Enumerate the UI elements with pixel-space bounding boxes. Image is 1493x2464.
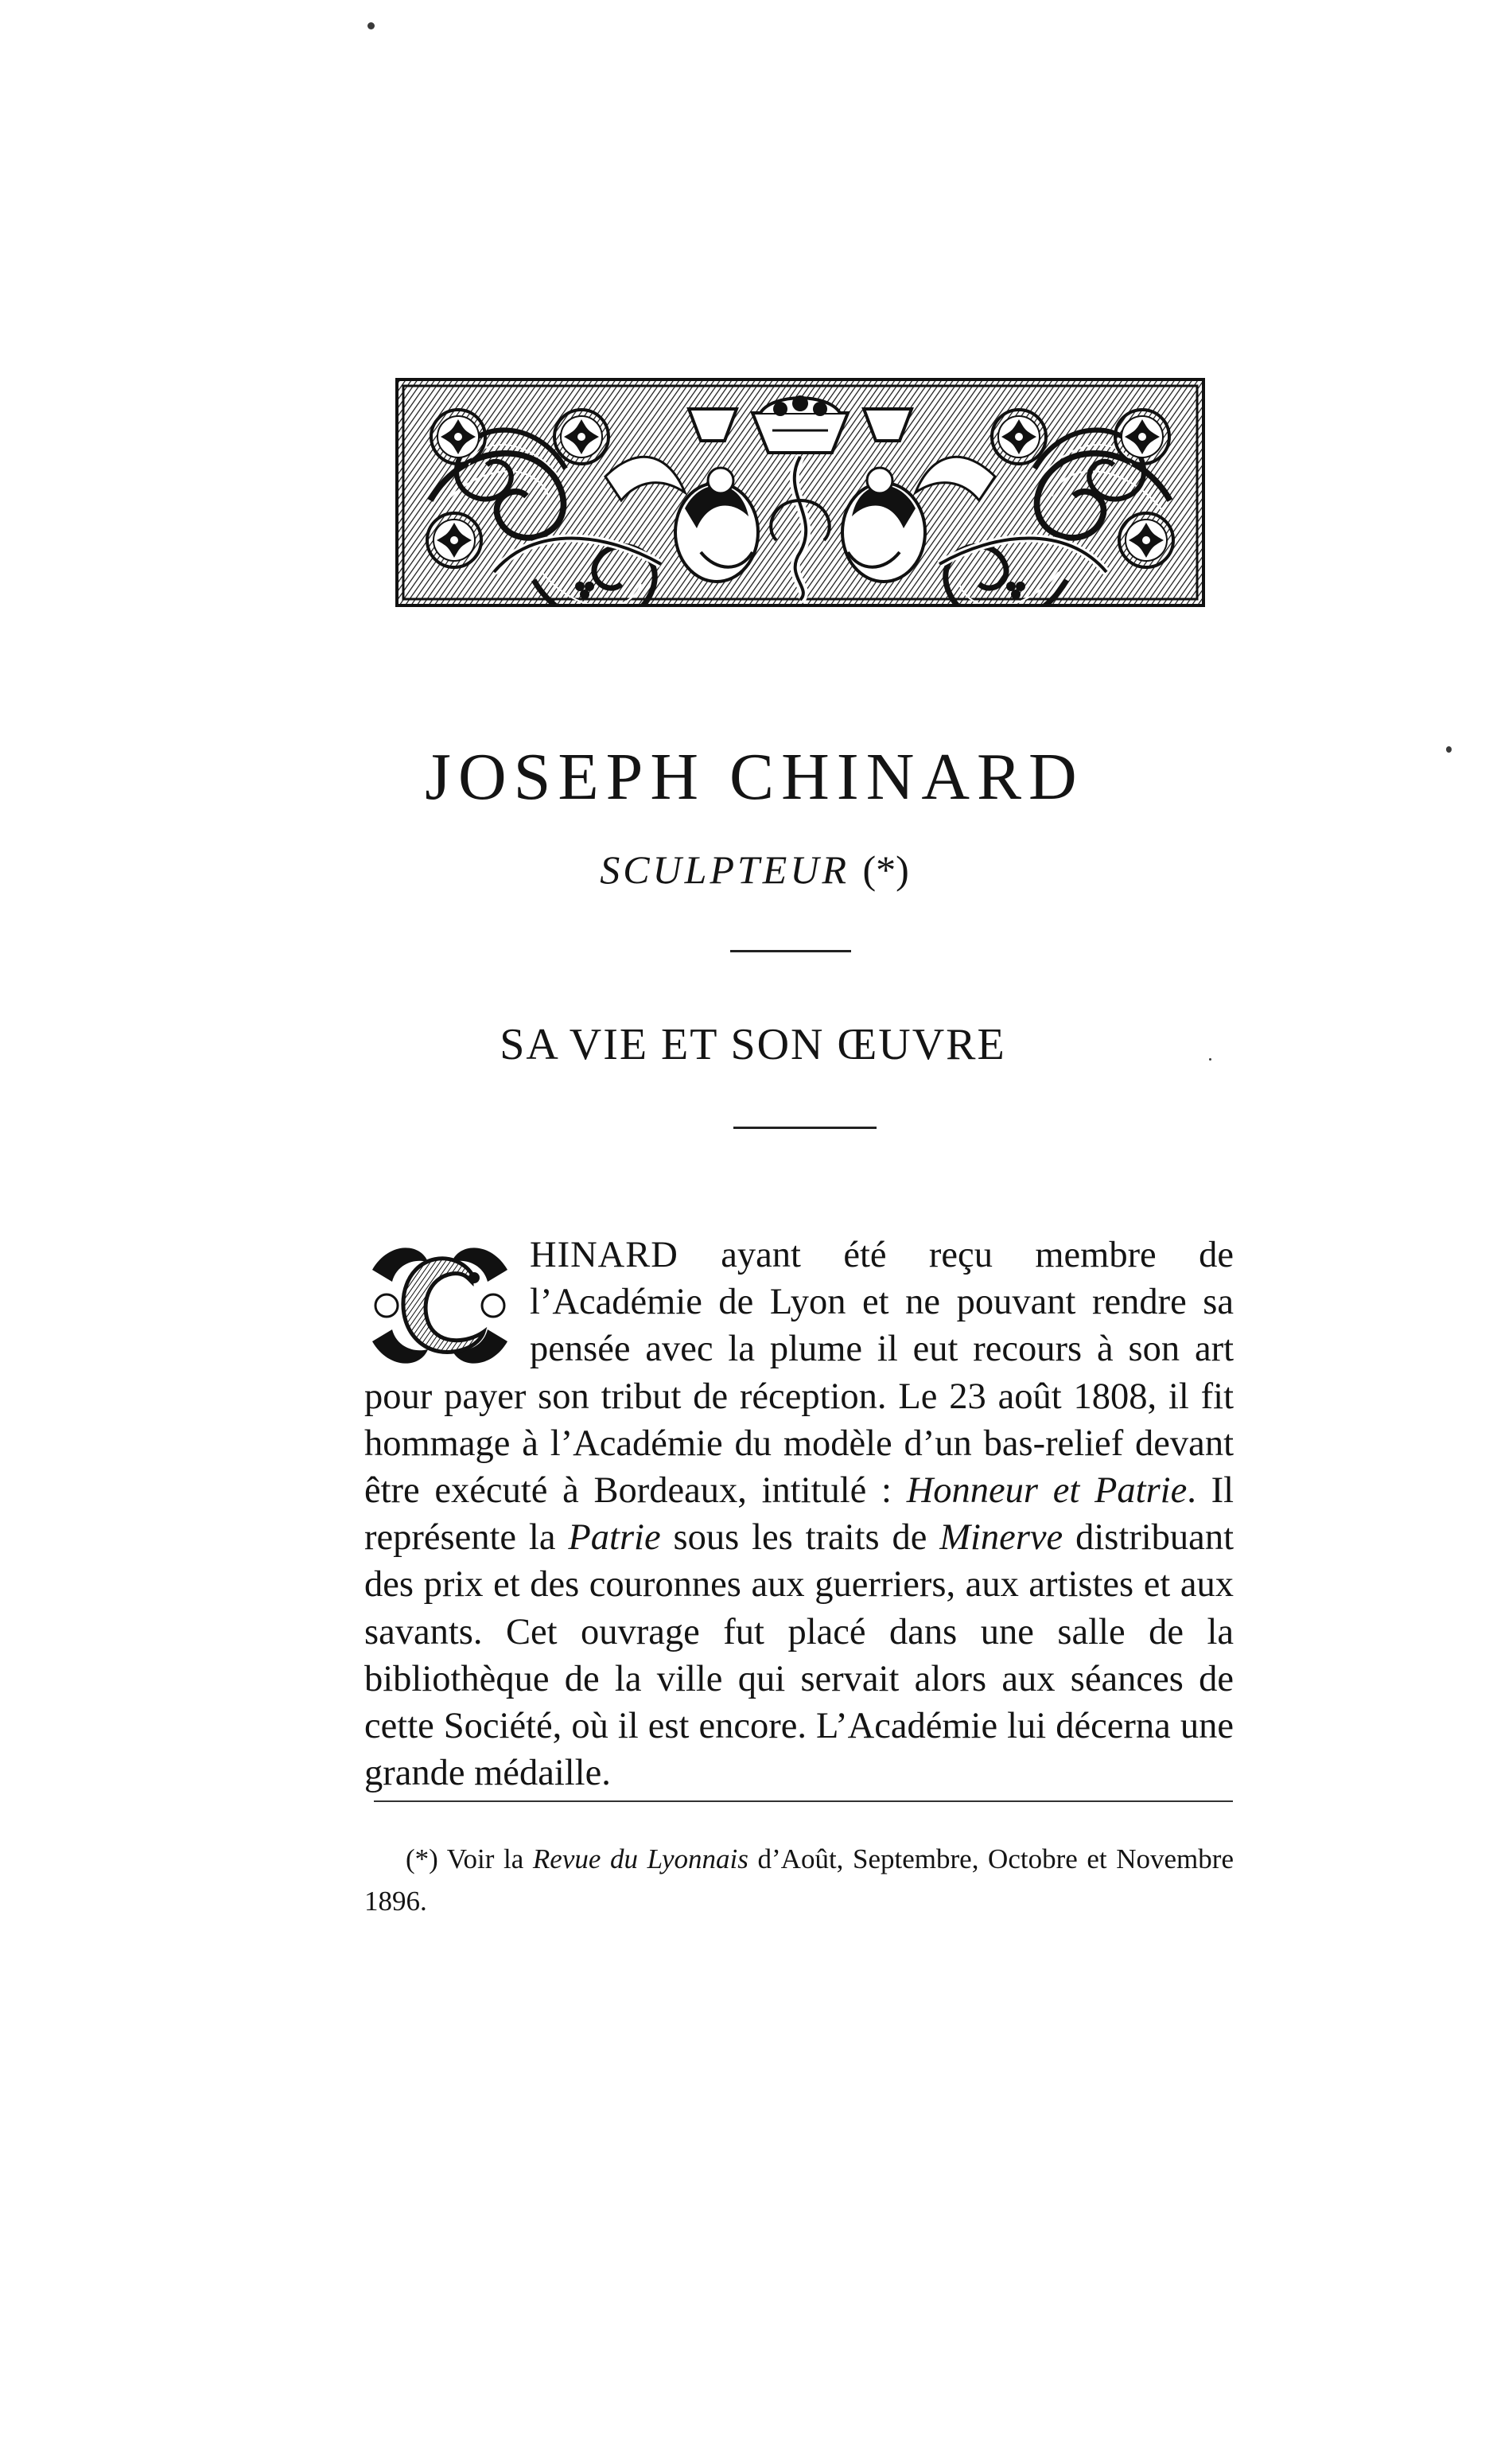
- body-italic-3: Minerve: [939, 1517, 1063, 1559]
- subtitle-main: SCULPTEUR: [600, 847, 850, 892]
- body-text-2: . Il représente la: [364, 1470, 1234, 1559]
- body-text-4: distribuant des prix et des couronnes aux guerriers, aux artistes et aux savants. Cet ouvrage fut placé dans une salle de la bibliothèque de la ville qui servait alors aux séances de cette Société, où il est encore. L’Académie lui décerna une grande médaille.: [364, 1517, 1234, 1794]
- subtitle-footnote-mark: (*): [862, 847, 909, 892]
- ornamental-headpiece-icon: [399, 381, 1202, 604]
- ornamental-headpiece: [395, 378, 1205, 607]
- ornamental-drop-cap: [364, 1238, 515, 1372]
- title-divider-rule: [730, 950, 851, 952]
- footnote-text-2: d’Août, Septembre, Octobre et Novembre 1896.: [364, 1843, 1234, 1917]
- body-paragraph: [364, 1232, 1234, 1796]
- footnote-marker: (*): [406, 1843, 438, 1874]
- section-divider-rule: [733, 1127, 877, 1129]
- footnote-text-1: Voir la: [437, 1843, 533, 1874]
- body-lead-smallcaps: HINARD: [530, 1235, 678, 1275]
- footnote: [364, 1838, 1234, 1922]
- ornamental-initial-c-icon: [364, 1238, 515, 1372]
- body-text-3: sous les traits de: [660, 1517, 940, 1559]
- body-text-1: ayant été reçu membre de l’Académie de Lyon et ne pouvant rendre sa pensée avec la plume il eut recours à son art pour payer son tribut de réception. Le 23 août 1808, il fit hommage à l’Académie du modèle d’un bas-relief devant être exécuté à Bordeaux, intitulé :: [364, 1235, 1234, 1512]
- body-italic-2: Patrie: [568, 1517, 661, 1559]
- body-italic-1: Honneur et Patrie: [906, 1470, 1188, 1512]
- section-heading: SA VIE ET SON ŒUVRE: [500, 1020, 1006, 1069]
- footnote-italic-1: Revue du Lyonnais: [532, 1843, 748, 1874]
- footnote-rule: [374, 1800, 1233, 1802]
- scan-speck: [367, 22, 375, 29]
- page-title: JOSEPH CHINARD: [425, 740, 1084, 814]
- subtitle: [0, 847, 1493, 892]
